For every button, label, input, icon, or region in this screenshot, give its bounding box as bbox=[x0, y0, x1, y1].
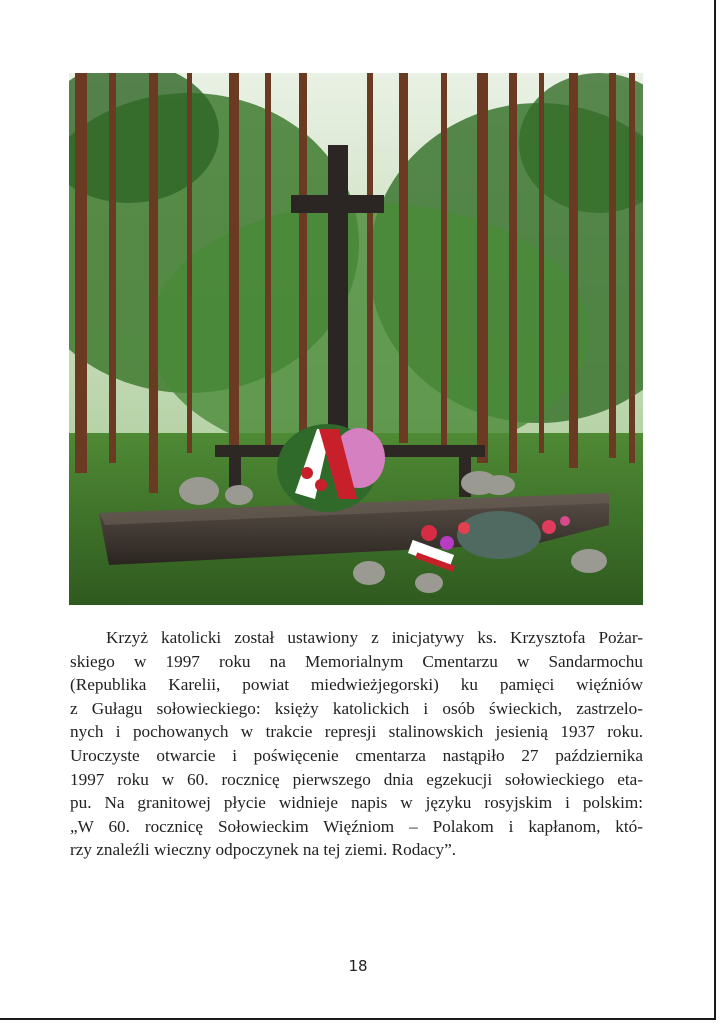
caption-line: skiego w 1997 roku na Memorialnym Cmentarzu w Sandarmochu bbox=[70, 651, 643, 671]
caption-line: (Republika Karelii, powiat miedwieżjegorski) ku pamięci więźniów bbox=[70, 675, 643, 695]
caption-line: nych i pochowanych w trakcie represji stalinowskich jesienią 1937 roku. bbox=[70, 722, 643, 742]
memorial-cross-photo bbox=[69, 73, 643, 605]
caption-line: pu. Na granitowej płycie widnieje napis w języku rosyjskim i polskim: bbox=[70, 793, 643, 813]
caption-line: Krzyż katolicki został ustawiony z inicjatywy ks. Krzysztofa Pożar- bbox=[106, 628, 643, 647]
caption-line: „W 60. rocznicę Sołowieckim Więźniom – Polakom i kapłanom, któ- bbox=[70, 816, 643, 836]
page-number: 18 bbox=[348, 957, 368, 975]
photo-caption bbox=[70, 626, 643, 862]
caption-line: rzy znaleźli wieczny odpoczynek na tej ziemi. Rodacy”. bbox=[70, 840, 457, 860]
caption-line: Uroczyste otwarcie i poświęcenie cmentarza nastąpiło 27 października bbox=[70, 745, 643, 765]
caption-line: 1997 roku w 60. rocznicę pierwszego dnia egzekucji sołowieckiego eta- bbox=[70, 769, 643, 789]
caption-line: z Gułagu sołowieckiego: księży katolickich i osób świeckich, zastrzelo- bbox=[70, 698, 643, 718]
